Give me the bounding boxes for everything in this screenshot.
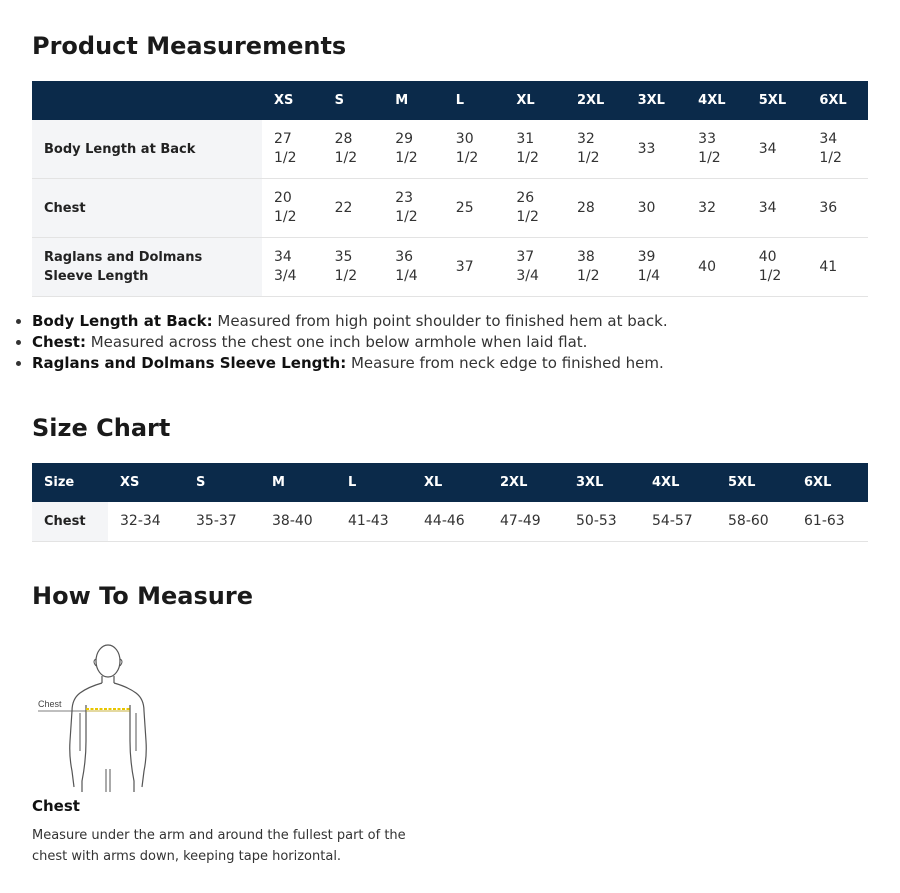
table-header-row — [32, 81, 868, 120]
size-range-cell: 61-63 — [804, 513, 845, 529]
measurement-cell: 34 3/4 — [274, 249, 297, 284]
row-label: Body Length at Back — [32, 120, 262, 179]
note-text: Measured across the chest one inch below armhole when laid flat. — [85, 333, 588, 351]
measurement-cell: 34 — [758, 199, 777, 216]
size-range-cell: 41-43 — [348, 513, 389, 529]
measurement-cell: 34 1/2 — [819, 131, 842, 166]
note-term: Body Length at Back: — [32, 312, 213, 330]
size-header-cell: M — [383, 81, 444, 120]
measurement-cell: 38 1/2 — [576, 249, 600, 284]
figure-chest-label: Chest — [38, 699, 62, 709]
header-corner-cell — [32, 81, 262, 120]
size-label-header: Size — [32, 463, 108, 502]
measurement-cell: 28 1/2 — [334, 131, 358, 166]
size-range-cell: 32-34 — [120, 513, 161, 529]
note-item — [32, 353, 668, 374]
size-range-cell: 44-46 — [424, 513, 465, 529]
product-measurements-title: Product Measurements — [32, 32, 347, 60]
measurement-cell: 34 — [758, 140, 777, 157]
size-header-cell: M — [260, 463, 336, 502]
measurement-cell: 37 3/4 — [516, 249, 539, 284]
measurement-cell: 35 1/2 — [334, 249, 358, 284]
measurement-cell: 32 1/2 — [576, 131, 600, 166]
row-label: Raglans and Dolmans Sleeve Length — [32, 238, 262, 297]
measurement-cell: 40 1/2 — [758, 249, 782, 284]
note-text: Measure from neck edge to finished hem. — [346, 354, 664, 372]
note-item — [32, 332, 668, 353]
measurement-cell: 29 1/2 — [395, 131, 418, 166]
size-header-cell: 3XL — [564, 463, 640, 502]
size-header-cell: 5XL — [716, 463, 792, 502]
size-range-cell: 50-53 — [576, 513, 617, 529]
note-item — [32, 311, 668, 332]
measurement-cell: 20 1/2 — [274, 190, 297, 225]
size-header-cell: 4XL — [686, 81, 747, 120]
note-term: Raglans and Dolmans Sleeve Length: — [32, 354, 347, 372]
size-range-cell: 38-40 — [272, 513, 313, 529]
size-header-cell: 5XL — [747, 81, 808, 120]
measurement-cell: 40 — [698, 258, 716, 275]
table-row — [32, 120, 868, 179]
product-measurements-table — [32, 81, 868, 297]
row-label: Chest — [32, 502, 108, 542]
table-row — [32, 502, 868, 542]
measurement-cell: 30 — [637, 199, 656, 216]
measurement-cell: 27 1/2 — [274, 131, 297, 166]
size-header-cell: XS — [262, 81, 323, 120]
note-term: Chest: — [32, 333, 86, 351]
note-text: Measured from high point shoulder to finished hem at back. — [212, 312, 668, 330]
how-to-measure-title: How To Measure — [32, 582, 253, 610]
size-header-cell: 6XL — [807, 81, 868, 120]
measurement-cell: 30 1/2 — [455, 131, 479, 166]
size-header-cell: 4XL — [640, 463, 716, 502]
measurement-cell: 32 — [698, 199, 716, 216]
table-row — [32, 238, 868, 297]
measurement-notes — [14, 311, 668, 374]
size-header-cell: 2XL — [565, 81, 626, 120]
size-header-cell: L — [444, 81, 505, 120]
measurement-cell: 36 1/4 — [395, 249, 418, 284]
chest-measure-illustration — [32, 641, 184, 792]
size-header-cell: XL — [504, 81, 565, 120]
chest-measure-description: Measure under the arm and around the fullest part of the chest with arms down, keeping tape horizontal. — [32, 828, 406, 864]
row-label: Chest — [32, 179, 262, 238]
measurement-cell: 26 1/2 — [516, 190, 539, 225]
measurement-cell: 33 — [637, 140, 656, 157]
size-range-cell: 35-37 — [196, 513, 237, 529]
measurement-cell: 28 — [576, 199, 595, 216]
measurement-cell: 23 1/2 — [395, 190, 418, 225]
measurement-cell: 31 1/2 — [516, 131, 539, 166]
measurement-cell: 41 — [819, 258, 838, 275]
size-header-cell: L — [336, 463, 412, 502]
measurement-cell: 33 1/2 — [698, 131, 721, 166]
measurement-cell: 36 — [819, 199, 838, 216]
size-header-cell: XL — [412, 463, 488, 502]
measurement-cell: 39 1/4 — [637, 249, 661, 284]
chest-measure-heading: Chest — [32, 797, 80, 815]
size-header-cell: 3XL — [626, 81, 687, 120]
size-header-cell: S — [323, 81, 384, 120]
size-range-cell: 58-60 — [728, 513, 769, 529]
measurement-cell: 25 — [455, 199, 474, 216]
size-range-cell: 54-57 — [652, 513, 693, 529]
size-header-cell: XS — [108, 463, 184, 502]
size-range-cell: 47-49 — [500, 513, 541, 529]
table-row — [32, 179, 868, 238]
size-chart-title: Size Chart — [32, 414, 171, 442]
size-header-cell: S — [184, 463, 260, 502]
size-chart-table — [32, 463, 868, 542]
table-header-row — [32, 463, 868, 502]
size-header-cell: 6XL — [792, 463, 868, 502]
size-header-cell: 2XL — [488, 463, 564, 502]
measurement-cell: 37 — [455, 258, 474, 275]
measurement-cell: 22 — [334, 199, 353, 216]
